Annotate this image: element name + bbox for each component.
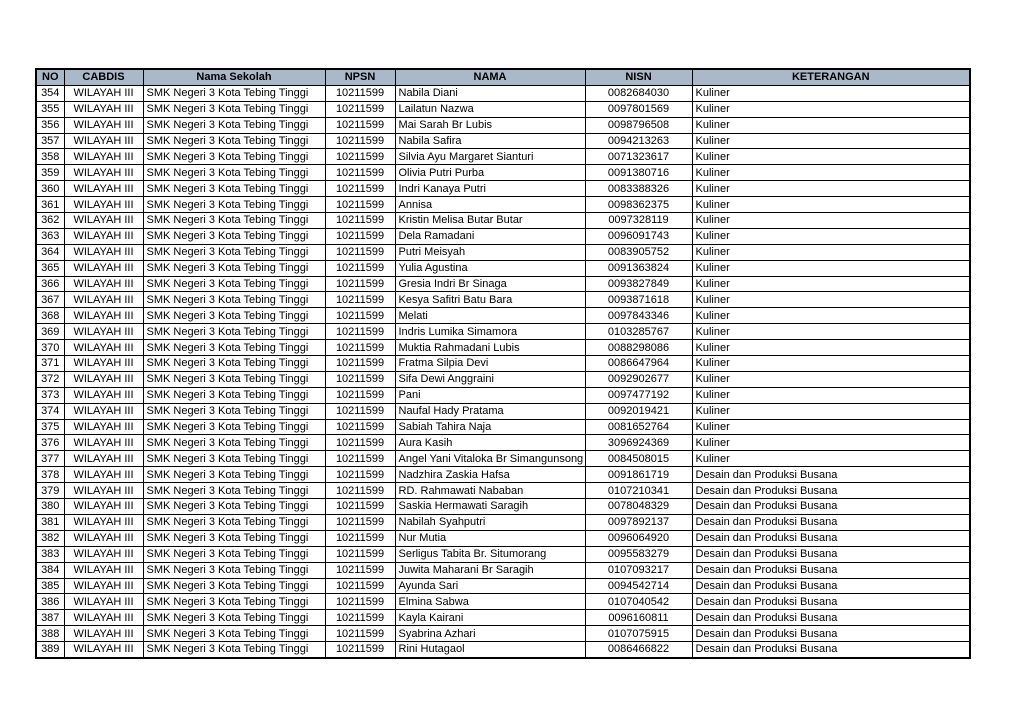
cell-nisn: 0088298086 bbox=[585, 340, 692, 356]
table-row bbox=[36, 626, 970, 642]
cell-npsn: 10211599 bbox=[325, 562, 395, 578]
cell-nama-sekolah: SMK Negeri 3 Kota Tebing Tinggi bbox=[143, 594, 325, 610]
cell-nama: Serligus Tabita Br. Situmorang bbox=[395, 546, 585, 562]
cell-no: 368 bbox=[36, 308, 64, 324]
cell-nama: Indri Kanaya Putri bbox=[395, 181, 585, 197]
cell-nisn: 0094542714 bbox=[585, 578, 692, 594]
cell-keterangan: Kuliner bbox=[692, 292, 970, 308]
cell-nama: Aura Kasih bbox=[395, 435, 585, 451]
cell-nama: Saskia Hermawati Saragih bbox=[395, 499, 585, 515]
document-page bbox=[35, 68, 971, 659]
cell-nama-sekolah: SMK Negeri 3 Kota Tebing Tinggi bbox=[143, 276, 325, 292]
table-row bbox=[36, 85, 970, 101]
cell-nama-sekolah: SMK Negeri 3 Kota Tebing Tinggi bbox=[143, 371, 325, 387]
cell-nisn: 0107075915 bbox=[585, 626, 692, 642]
cell-nisn: 0096064920 bbox=[585, 530, 692, 546]
cell-nisn: 3096924369 bbox=[585, 435, 692, 451]
cell-npsn: 10211599 bbox=[325, 340, 395, 356]
table-row bbox=[36, 435, 970, 451]
cell-nama-sekolah: SMK Negeri 3 Kota Tebing Tinggi bbox=[143, 340, 325, 356]
cell-keterangan: Desain dan Produksi Busana bbox=[692, 467, 970, 483]
cell-no: 386 bbox=[36, 594, 64, 610]
cell-nama: Kristin Melisa Butar Butar bbox=[395, 213, 585, 229]
cell-no: 366 bbox=[36, 276, 64, 292]
table-row bbox=[36, 514, 970, 530]
cell-nama-sekolah: SMK Negeri 3 Kota Tebing Tinggi bbox=[143, 228, 325, 244]
cell-nama: Nabila Diani bbox=[395, 85, 585, 101]
cell-cabdis: WILAYAH III bbox=[64, 483, 143, 499]
cell-npsn: 10211599 bbox=[325, 403, 395, 419]
cell-cabdis: WILAYAH III bbox=[64, 499, 143, 515]
cell-nama-sekolah: SMK Negeri 3 Kota Tebing Tinggi bbox=[143, 260, 325, 276]
table-row bbox=[36, 260, 970, 276]
cell-cabdis: WILAYAH III bbox=[64, 340, 143, 356]
cell-cabdis: WILAYAH III bbox=[64, 133, 143, 149]
cell-keterangan: Kuliner bbox=[692, 435, 970, 451]
table-row bbox=[36, 244, 970, 260]
cell-cabdis: WILAYAH III bbox=[64, 197, 143, 213]
cell-nama: Fratma Silpia Devi bbox=[395, 356, 585, 372]
cell-cabdis: WILAYAH III bbox=[64, 467, 143, 483]
cell-keterangan: Kuliner bbox=[692, 276, 970, 292]
cell-keterangan: Desain dan Produksi Busana bbox=[692, 546, 970, 562]
table-row bbox=[36, 562, 970, 578]
cell-keterangan: Kuliner bbox=[692, 117, 970, 133]
cell-cabdis: WILAYAH III bbox=[64, 228, 143, 244]
cell-no: 384 bbox=[36, 562, 64, 578]
cell-nisn: 0092019421 bbox=[585, 403, 692, 419]
table-row bbox=[36, 499, 970, 515]
cell-npsn: 10211599 bbox=[325, 244, 395, 260]
cell-nisn: 0097328119 bbox=[585, 213, 692, 229]
cell-nama-sekolah: SMK Negeri 3 Kota Tebing Tinggi bbox=[143, 435, 325, 451]
cell-nama: Pani bbox=[395, 387, 585, 403]
cell-keterangan: Kuliner bbox=[692, 371, 970, 387]
cell-no: 372 bbox=[36, 371, 64, 387]
cell-nama-sekolah: SMK Negeri 3 Kota Tebing Tinggi bbox=[143, 292, 325, 308]
cell-nisn: 0082684030 bbox=[585, 85, 692, 101]
cell-nama-sekolah: SMK Negeri 3 Kota Tebing Tinggi bbox=[143, 562, 325, 578]
cell-nisn: 0098796508 bbox=[585, 117, 692, 133]
cell-cabdis: WILAYAH III bbox=[64, 642, 143, 658]
column-header-no: NO bbox=[36, 69, 64, 85]
table-row bbox=[36, 546, 970, 562]
table-row bbox=[36, 642, 970, 658]
table-row bbox=[36, 610, 970, 626]
cell-nama-sekolah: SMK Negeri 3 Kota Tebing Tinggi bbox=[143, 117, 325, 133]
cell-nama-sekolah: SMK Negeri 3 Kota Tebing Tinggi bbox=[143, 387, 325, 403]
cell-nama: Silvia Ayu Margaret Sianturi bbox=[395, 149, 585, 165]
cell-nama-sekolah: SMK Negeri 3 Kota Tebing Tinggi bbox=[143, 356, 325, 372]
cell-no: 369 bbox=[36, 324, 64, 340]
cell-nisn: 0092902677 bbox=[585, 371, 692, 387]
cell-npsn: 10211599 bbox=[325, 626, 395, 642]
cell-cabdis: WILAYAH III bbox=[64, 578, 143, 594]
cell-no: 356 bbox=[36, 117, 64, 133]
cell-nisn: 0096091743 bbox=[585, 228, 692, 244]
cell-nama-sekolah: SMK Negeri 3 Kota Tebing Tinggi bbox=[143, 419, 325, 435]
cell-nama: Sabiah Tahira Naja bbox=[395, 419, 585, 435]
cell-npsn: 10211599 bbox=[325, 149, 395, 165]
cell-npsn: 10211599 bbox=[325, 371, 395, 387]
column-header-nisn: NISN bbox=[585, 69, 692, 85]
cell-cabdis: WILAYAH III bbox=[64, 562, 143, 578]
cell-npsn: 10211599 bbox=[325, 451, 395, 467]
cell-npsn: 10211599 bbox=[325, 133, 395, 149]
cell-cabdis: WILAYAH III bbox=[64, 101, 143, 117]
cell-cabdis: WILAYAH III bbox=[64, 149, 143, 165]
table-row bbox=[36, 117, 970, 133]
cell-nama: Kesya Safitri Batu Bara bbox=[395, 292, 585, 308]
cell-npsn: 10211599 bbox=[325, 260, 395, 276]
cell-keterangan: Desain dan Produksi Busana bbox=[692, 642, 970, 658]
cell-no: 354 bbox=[36, 85, 64, 101]
cell-nama-sekolah: SMK Negeri 3 Kota Tebing Tinggi bbox=[143, 324, 325, 340]
cell-no: 359 bbox=[36, 165, 64, 181]
cell-no: 381 bbox=[36, 514, 64, 530]
cell-npsn: 10211599 bbox=[325, 514, 395, 530]
cell-nama-sekolah: SMK Negeri 3 Kota Tebing Tinggi bbox=[143, 133, 325, 149]
cell-keterangan: Kuliner bbox=[692, 197, 970, 213]
cell-npsn: 10211599 bbox=[325, 117, 395, 133]
cell-no: 364 bbox=[36, 244, 64, 260]
cell-no: 388 bbox=[36, 626, 64, 642]
cell-nama: Nur Mutia bbox=[395, 530, 585, 546]
cell-no: 365 bbox=[36, 260, 64, 276]
cell-nisn: 0086647964 bbox=[585, 356, 692, 372]
cell-no: 382 bbox=[36, 530, 64, 546]
cell-nama: Nabilah Syahputri bbox=[395, 514, 585, 530]
cell-npsn: 10211599 bbox=[325, 419, 395, 435]
cell-npsn: 10211599 bbox=[325, 610, 395, 626]
cell-nisn: 0084508015 bbox=[585, 451, 692, 467]
cell-npsn: 10211599 bbox=[325, 499, 395, 515]
table-row bbox=[36, 594, 970, 610]
cell-keterangan: Desain dan Produksi Busana bbox=[692, 626, 970, 642]
cell-nama: Ayunda Sari bbox=[395, 578, 585, 594]
cell-cabdis: WILAYAH III bbox=[64, 85, 143, 101]
student-list-table bbox=[35, 68, 971, 659]
table-row bbox=[36, 276, 970, 292]
cell-nisn: 0097477192 bbox=[585, 387, 692, 403]
column-header-npsn: NPSN bbox=[325, 69, 395, 85]
cell-no: 363 bbox=[36, 228, 64, 244]
cell-no: 376 bbox=[36, 435, 64, 451]
cell-no: 373 bbox=[36, 387, 64, 403]
cell-nama: Syabrina Azhari bbox=[395, 626, 585, 642]
cell-npsn: 10211599 bbox=[325, 356, 395, 372]
cell-npsn: 10211599 bbox=[325, 165, 395, 181]
cell-npsn: 10211599 bbox=[325, 578, 395, 594]
cell-keterangan: Kuliner bbox=[692, 85, 970, 101]
cell-nama: Rini Hutagaol bbox=[395, 642, 585, 658]
cell-nama-sekolah: SMK Negeri 3 Kota Tebing Tinggi bbox=[143, 578, 325, 594]
table-row bbox=[36, 467, 970, 483]
table-row bbox=[36, 308, 970, 324]
cell-nama-sekolah: SMK Negeri 3 Kota Tebing Tinggi bbox=[143, 626, 325, 642]
cell-nama-sekolah: SMK Negeri 3 Kota Tebing Tinggi bbox=[143, 85, 325, 101]
cell-no: 371 bbox=[36, 356, 64, 372]
cell-nama-sekolah: SMK Negeri 3 Kota Tebing Tinggi bbox=[143, 181, 325, 197]
cell-cabdis: WILAYAH III bbox=[64, 292, 143, 308]
table-row bbox=[36, 213, 970, 229]
cell-nama: Indris Lumika Simamora bbox=[395, 324, 585, 340]
cell-keterangan: Kuliner bbox=[692, 149, 970, 165]
column-header-cabdis: CABDIS bbox=[64, 69, 143, 85]
cell-cabdis: WILAYAH III bbox=[64, 403, 143, 419]
cell-nama-sekolah: SMK Negeri 3 Kota Tebing Tinggi bbox=[143, 530, 325, 546]
table-row bbox=[36, 578, 970, 594]
cell-no: 370 bbox=[36, 340, 64, 356]
cell-cabdis: WILAYAH III bbox=[64, 435, 143, 451]
cell-nisn: 0093871618 bbox=[585, 292, 692, 308]
cell-npsn: 10211599 bbox=[325, 228, 395, 244]
cell-nama: RD. Rahmawati Nababan bbox=[395, 483, 585, 499]
cell-nama-sekolah: SMK Negeri 3 Kota Tebing Tinggi bbox=[143, 403, 325, 419]
cell-npsn: 10211599 bbox=[325, 483, 395, 499]
cell-keterangan: Desain dan Produksi Busana bbox=[692, 610, 970, 626]
table-row bbox=[36, 403, 970, 419]
cell-cabdis: WILAYAH III bbox=[64, 451, 143, 467]
cell-nisn: 0103285767 bbox=[585, 324, 692, 340]
cell-npsn: 10211599 bbox=[325, 594, 395, 610]
cell-no: 361 bbox=[36, 197, 64, 213]
table-row bbox=[36, 133, 970, 149]
cell-nisn: 0095583279 bbox=[585, 546, 692, 562]
cell-npsn: 10211599 bbox=[325, 324, 395, 340]
table-row bbox=[36, 228, 970, 244]
cell-nama: Naufal Hady Pratama bbox=[395, 403, 585, 419]
cell-nisn: 0083388326 bbox=[585, 181, 692, 197]
cell-npsn: 10211599 bbox=[325, 387, 395, 403]
cell-nisn: 0091363824 bbox=[585, 260, 692, 276]
cell-keterangan: Kuliner bbox=[692, 133, 970, 149]
cell-keterangan: Kuliner bbox=[692, 419, 970, 435]
cell-nama-sekolah: SMK Negeri 3 Kota Tebing Tinggi bbox=[143, 499, 325, 515]
cell-cabdis: WILAYAH III bbox=[64, 324, 143, 340]
cell-nama-sekolah: SMK Negeri 3 Kota Tebing Tinggi bbox=[143, 197, 325, 213]
cell-keterangan: Kuliner bbox=[692, 308, 970, 324]
cell-cabdis: WILAYAH III bbox=[64, 244, 143, 260]
cell-keterangan: Desain dan Produksi Busana bbox=[692, 499, 970, 515]
table-row bbox=[36, 324, 970, 340]
cell-no: 367 bbox=[36, 292, 64, 308]
cell-cabdis: WILAYAH III bbox=[64, 594, 143, 610]
cell-cabdis: WILAYAH III bbox=[64, 387, 143, 403]
cell-cabdis: WILAYAH III bbox=[64, 165, 143, 181]
cell-npsn: 10211599 bbox=[325, 546, 395, 562]
cell-npsn: 10211599 bbox=[325, 292, 395, 308]
cell-nisn: 0083905752 bbox=[585, 244, 692, 260]
cell-cabdis: WILAYAH III bbox=[64, 626, 143, 642]
cell-nisn: 0097801569 bbox=[585, 101, 692, 117]
cell-nama: Kayla Kairani bbox=[395, 610, 585, 626]
cell-nisn: 0107040542 bbox=[585, 594, 692, 610]
cell-nama: Muktia Rahmadani Lubis bbox=[395, 340, 585, 356]
cell-nisn: 0097892137 bbox=[585, 514, 692, 530]
cell-nisn: 0097843346 bbox=[585, 308, 692, 324]
table-row bbox=[36, 451, 970, 467]
cell-nama-sekolah: SMK Negeri 3 Kota Tebing Tinggi bbox=[143, 165, 325, 181]
cell-nama: Sifa Dewi Anggraini bbox=[395, 371, 585, 387]
cell-nama-sekolah: SMK Negeri 3 Kota Tebing Tinggi bbox=[143, 213, 325, 229]
cell-keterangan: Kuliner bbox=[692, 228, 970, 244]
cell-cabdis: WILAYAH III bbox=[64, 181, 143, 197]
cell-nama: Angel Yani Vitaloka Br Simangunsong bbox=[395, 451, 585, 467]
cell-nama-sekolah: SMK Negeri 3 Kota Tebing Tinggi bbox=[143, 149, 325, 165]
cell-nisn: 0086466822 bbox=[585, 642, 692, 658]
cell-no: 357 bbox=[36, 133, 64, 149]
cell-keterangan: Desain dan Produksi Busana bbox=[692, 562, 970, 578]
table-row bbox=[36, 197, 970, 213]
cell-keterangan: Kuliner bbox=[692, 181, 970, 197]
cell-nama-sekolah: SMK Negeri 3 Kota Tebing Tinggi bbox=[143, 244, 325, 260]
cell-keterangan: Kuliner bbox=[692, 387, 970, 403]
cell-keterangan: Kuliner bbox=[692, 451, 970, 467]
cell-nama: Annisa bbox=[395, 197, 585, 213]
table-row bbox=[36, 371, 970, 387]
cell-keterangan: Kuliner bbox=[692, 403, 970, 419]
cell-keterangan: Desain dan Produksi Busana bbox=[692, 578, 970, 594]
cell-npsn: 10211599 bbox=[325, 101, 395, 117]
cell-no: 358 bbox=[36, 149, 64, 165]
cell-nisn: 0096160811 bbox=[585, 610, 692, 626]
cell-npsn: 10211599 bbox=[325, 435, 395, 451]
cell-npsn: 10211599 bbox=[325, 181, 395, 197]
cell-nama-sekolah: SMK Negeri 3 Kota Tebing Tinggi bbox=[143, 467, 325, 483]
table-row bbox=[36, 340, 970, 356]
column-header-nama-sekolah: Nama Sekolah bbox=[143, 69, 325, 85]
cell-nisn: 0091380716 bbox=[585, 165, 692, 181]
cell-npsn: 10211599 bbox=[325, 467, 395, 483]
cell-keterangan: Kuliner bbox=[692, 324, 970, 340]
cell-nama: Juwita Maharani Br Saragih bbox=[395, 562, 585, 578]
cell-nama: Olivia Putri Purba bbox=[395, 165, 585, 181]
cell-cabdis: WILAYAH III bbox=[64, 514, 143, 530]
cell-no: 378 bbox=[36, 467, 64, 483]
header-row bbox=[36, 69, 970, 85]
cell-nama-sekolah: SMK Negeri 3 Kota Tebing Tinggi bbox=[143, 546, 325, 562]
cell-no: 385 bbox=[36, 578, 64, 594]
cell-cabdis: WILAYAH III bbox=[64, 117, 143, 133]
table-row bbox=[36, 356, 970, 372]
cell-keterangan: Kuliner bbox=[692, 244, 970, 260]
cell-cabdis: WILAYAH III bbox=[64, 610, 143, 626]
cell-keterangan: Kuliner bbox=[692, 340, 970, 356]
cell-nisn: 0107210341 bbox=[585, 483, 692, 499]
cell-no: 379 bbox=[36, 483, 64, 499]
cell-cabdis: WILAYAH III bbox=[64, 419, 143, 435]
table-row bbox=[36, 101, 970, 117]
cell-nama-sekolah: SMK Negeri 3 Kota Tebing Tinggi bbox=[143, 308, 325, 324]
cell-npsn: 10211599 bbox=[325, 308, 395, 324]
table-row bbox=[36, 483, 970, 499]
cell-nama-sekolah: SMK Negeri 3 Kota Tebing Tinggi bbox=[143, 451, 325, 467]
table-row bbox=[36, 292, 970, 308]
cell-npsn: 10211599 bbox=[325, 642, 395, 658]
cell-nisn: 0081652764 bbox=[585, 419, 692, 435]
cell-nama: Yulia Agustina bbox=[395, 260, 585, 276]
table-row bbox=[36, 530, 970, 546]
cell-nama: Dela Ramadani bbox=[395, 228, 585, 244]
cell-npsn: 10211599 bbox=[325, 213, 395, 229]
cell-nama: Mai Sarah Br Lubis bbox=[395, 117, 585, 133]
cell-cabdis: WILAYAH III bbox=[64, 530, 143, 546]
cell-nama-sekolah: SMK Negeri 3 Kota Tebing Tinggi bbox=[143, 642, 325, 658]
cell-no: 387 bbox=[36, 610, 64, 626]
cell-nisn: 0091861719 bbox=[585, 467, 692, 483]
table-row bbox=[36, 387, 970, 403]
cell-no: 383 bbox=[36, 546, 64, 562]
cell-npsn: 10211599 bbox=[325, 197, 395, 213]
cell-nama-sekolah: SMK Negeri 3 Kota Tebing Tinggi bbox=[143, 514, 325, 530]
table-row bbox=[36, 181, 970, 197]
cell-no: 389 bbox=[36, 642, 64, 658]
cell-no: 374 bbox=[36, 403, 64, 419]
cell-nama: Gresia Indri Br Sinaga bbox=[395, 276, 585, 292]
cell-keterangan: Desain dan Produksi Busana bbox=[692, 530, 970, 546]
cell-cabdis: WILAYAH III bbox=[64, 308, 143, 324]
cell-nama: Lailatun Nazwa bbox=[395, 101, 585, 117]
table-row bbox=[36, 149, 970, 165]
cell-keterangan: Desain dan Produksi Busana bbox=[692, 514, 970, 530]
cell-nisn: 0078048329 bbox=[585, 499, 692, 515]
cell-keterangan: Kuliner bbox=[692, 260, 970, 276]
cell-cabdis: WILAYAH III bbox=[64, 260, 143, 276]
cell-nama: Nabila Safira bbox=[395, 133, 585, 149]
cell-keterangan: Desain dan Produksi Busana bbox=[692, 594, 970, 610]
cell-nisn: 0098362375 bbox=[585, 197, 692, 213]
cell-cabdis: WILAYAH III bbox=[64, 213, 143, 229]
cell-cabdis: WILAYAH III bbox=[64, 356, 143, 372]
table-body bbox=[36, 85, 970, 658]
cell-nisn: 0071323617 bbox=[585, 149, 692, 165]
cell-no: 380 bbox=[36, 499, 64, 515]
cell-nama-sekolah: SMK Negeri 3 Kota Tebing Tinggi bbox=[143, 483, 325, 499]
cell-npsn: 10211599 bbox=[325, 530, 395, 546]
cell-nama: Putri Meisyah bbox=[395, 244, 585, 260]
cell-keterangan: Kuliner bbox=[692, 165, 970, 181]
cell-keterangan: Kuliner bbox=[692, 101, 970, 117]
cell-nama: Melati bbox=[395, 308, 585, 324]
cell-nama-sekolah: SMK Negeri 3 Kota Tebing Tinggi bbox=[143, 101, 325, 117]
cell-npsn: 10211599 bbox=[325, 276, 395, 292]
column-header-keterangan: KETERANGAN bbox=[692, 69, 970, 85]
cell-cabdis: WILAYAH III bbox=[64, 371, 143, 387]
cell-no: 360 bbox=[36, 181, 64, 197]
cell-nisn: 0093827849 bbox=[585, 276, 692, 292]
cell-nama: Nadzhira Zaskia Hafsa bbox=[395, 467, 585, 483]
cell-no: 362 bbox=[36, 213, 64, 229]
column-header-nama: NAMA bbox=[395, 69, 585, 85]
cell-nama-sekolah: SMK Negeri 3 Kota Tebing Tinggi bbox=[143, 610, 325, 626]
cell-nisn: 0094213263 bbox=[585, 133, 692, 149]
cell-nama: Elmina Sabwa bbox=[395, 594, 585, 610]
cell-keterangan: Kuliner bbox=[692, 213, 970, 229]
cell-keterangan: Kuliner bbox=[692, 356, 970, 372]
cell-npsn: 10211599 bbox=[325, 85, 395, 101]
cell-keterangan: Desain dan Produksi Busana bbox=[692, 483, 970, 499]
table-row bbox=[36, 165, 970, 181]
cell-cabdis: WILAYAH III bbox=[64, 546, 143, 562]
cell-nisn: 0107093217 bbox=[585, 562, 692, 578]
cell-no: 355 bbox=[36, 101, 64, 117]
cell-no: 377 bbox=[36, 451, 64, 467]
cell-cabdis: WILAYAH III bbox=[64, 276, 143, 292]
table-row bbox=[36, 419, 970, 435]
cell-no: 375 bbox=[36, 419, 64, 435]
